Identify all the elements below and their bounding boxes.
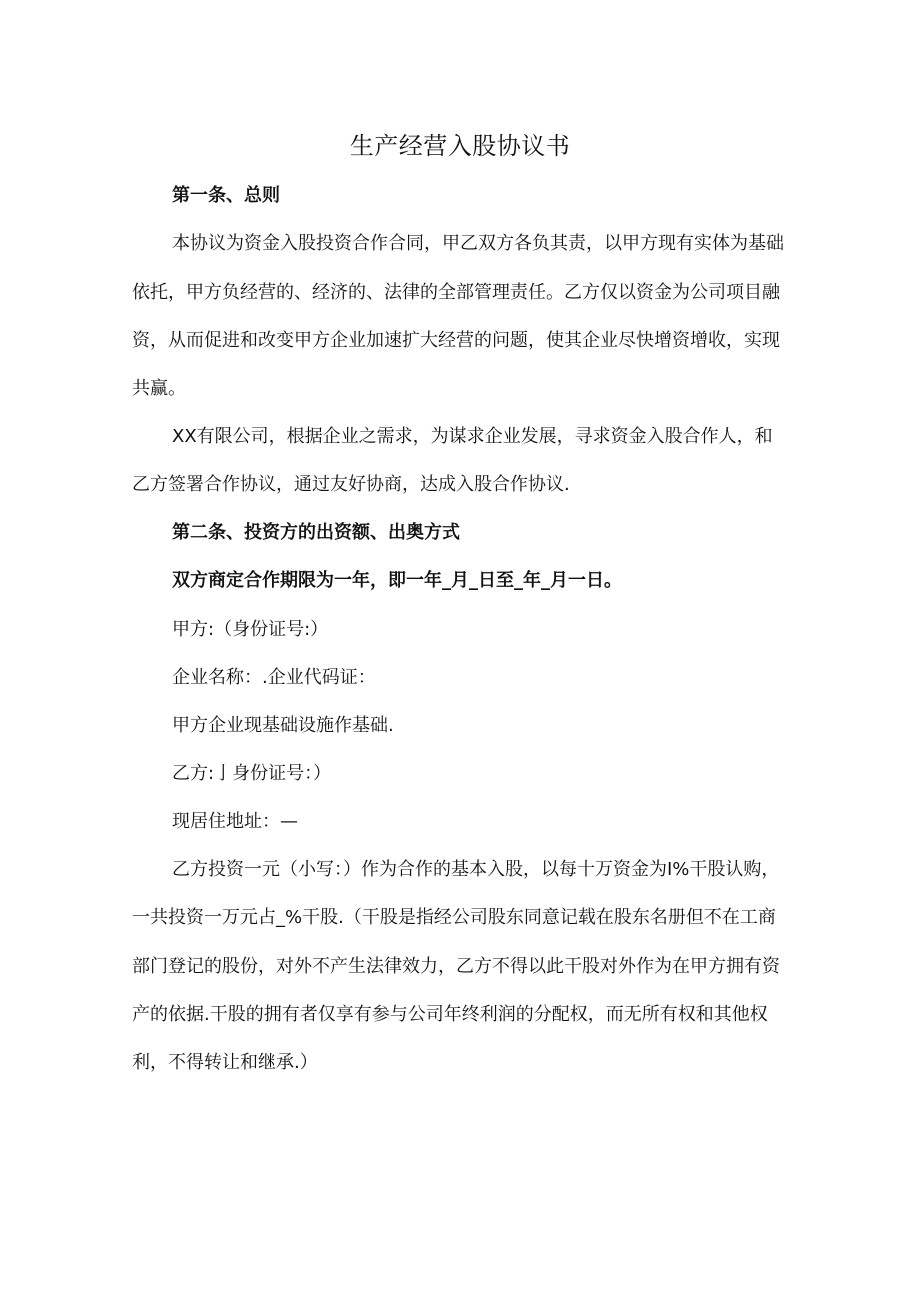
para1-line1: 本协议为资金入股投资合作合同，甲乙双方各负其责，以甲方现有实体为基础 — [172, 233, 784, 254]
term-line: 双方商定合作期限为一年，即一年_月_日至_年_月一日。 — [172, 570, 622, 591]
para2-line1: XX有限公司，根据企业之需求，为谋求企业发展，寻求资金入股合作人，和 — [172, 426, 773, 447]
party-a-line: 甲方:（身份证号:） — [172, 619, 329, 640]
company-line: 企业名称：.企业代码证： — [172, 667, 376, 688]
para1-line4: 共赢。 — [132, 378, 186, 399]
para3-line5: 利，不得转让和继承.） — [132, 1052, 318, 1073]
party-b-line: 乙方:亅身份证号：） — [172, 763, 332, 784]
facility-line: 甲方企业现基础设施作基础. — [172, 715, 394, 736]
section1-heading: 第一条、总则 — [172, 185, 280, 206]
para3-line3: 部门登记的股份，对外不产生法律效力，乙方不得以此干股对外作为在甲方拥有资 — [132, 956, 780, 977]
document-title: 生产经营入股协议书 — [349, 132, 571, 160]
para3-line2: 一共投资一万元占_%干股.（干股是指经公司股东同意记载在股东名册但不在工商 — [132, 907, 776, 928]
para1-line3: 资，从而促进和改变甲方企业加速扩大经营的问题，使其企业尽快增资增收，实现 — [132, 330, 780, 351]
para1-line2: 依托，甲方负经营的、经济的、法律的全部管理责任。乙方仅以资金为公司项目融 — [132, 282, 780, 303]
section2-heading: 第二条、投资方的出资额、出奥方式 — [172, 522, 460, 543]
para3-line1: 乙方投资一元（小写：）作为合作的基本入股，以每十万资金为I%干股认购， — [172, 859, 780, 880]
para3-line4: 产的依据.干股的拥有者仅享有参与公司年终利润的分配权，而无所有权和其他权 — [132, 1004, 768, 1025]
address-line: 现居住地址：— — [172, 811, 298, 832]
para2-line2: 乙方签署合作协议，通过友好协商，达成入股合作协议. — [132, 474, 570, 495]
